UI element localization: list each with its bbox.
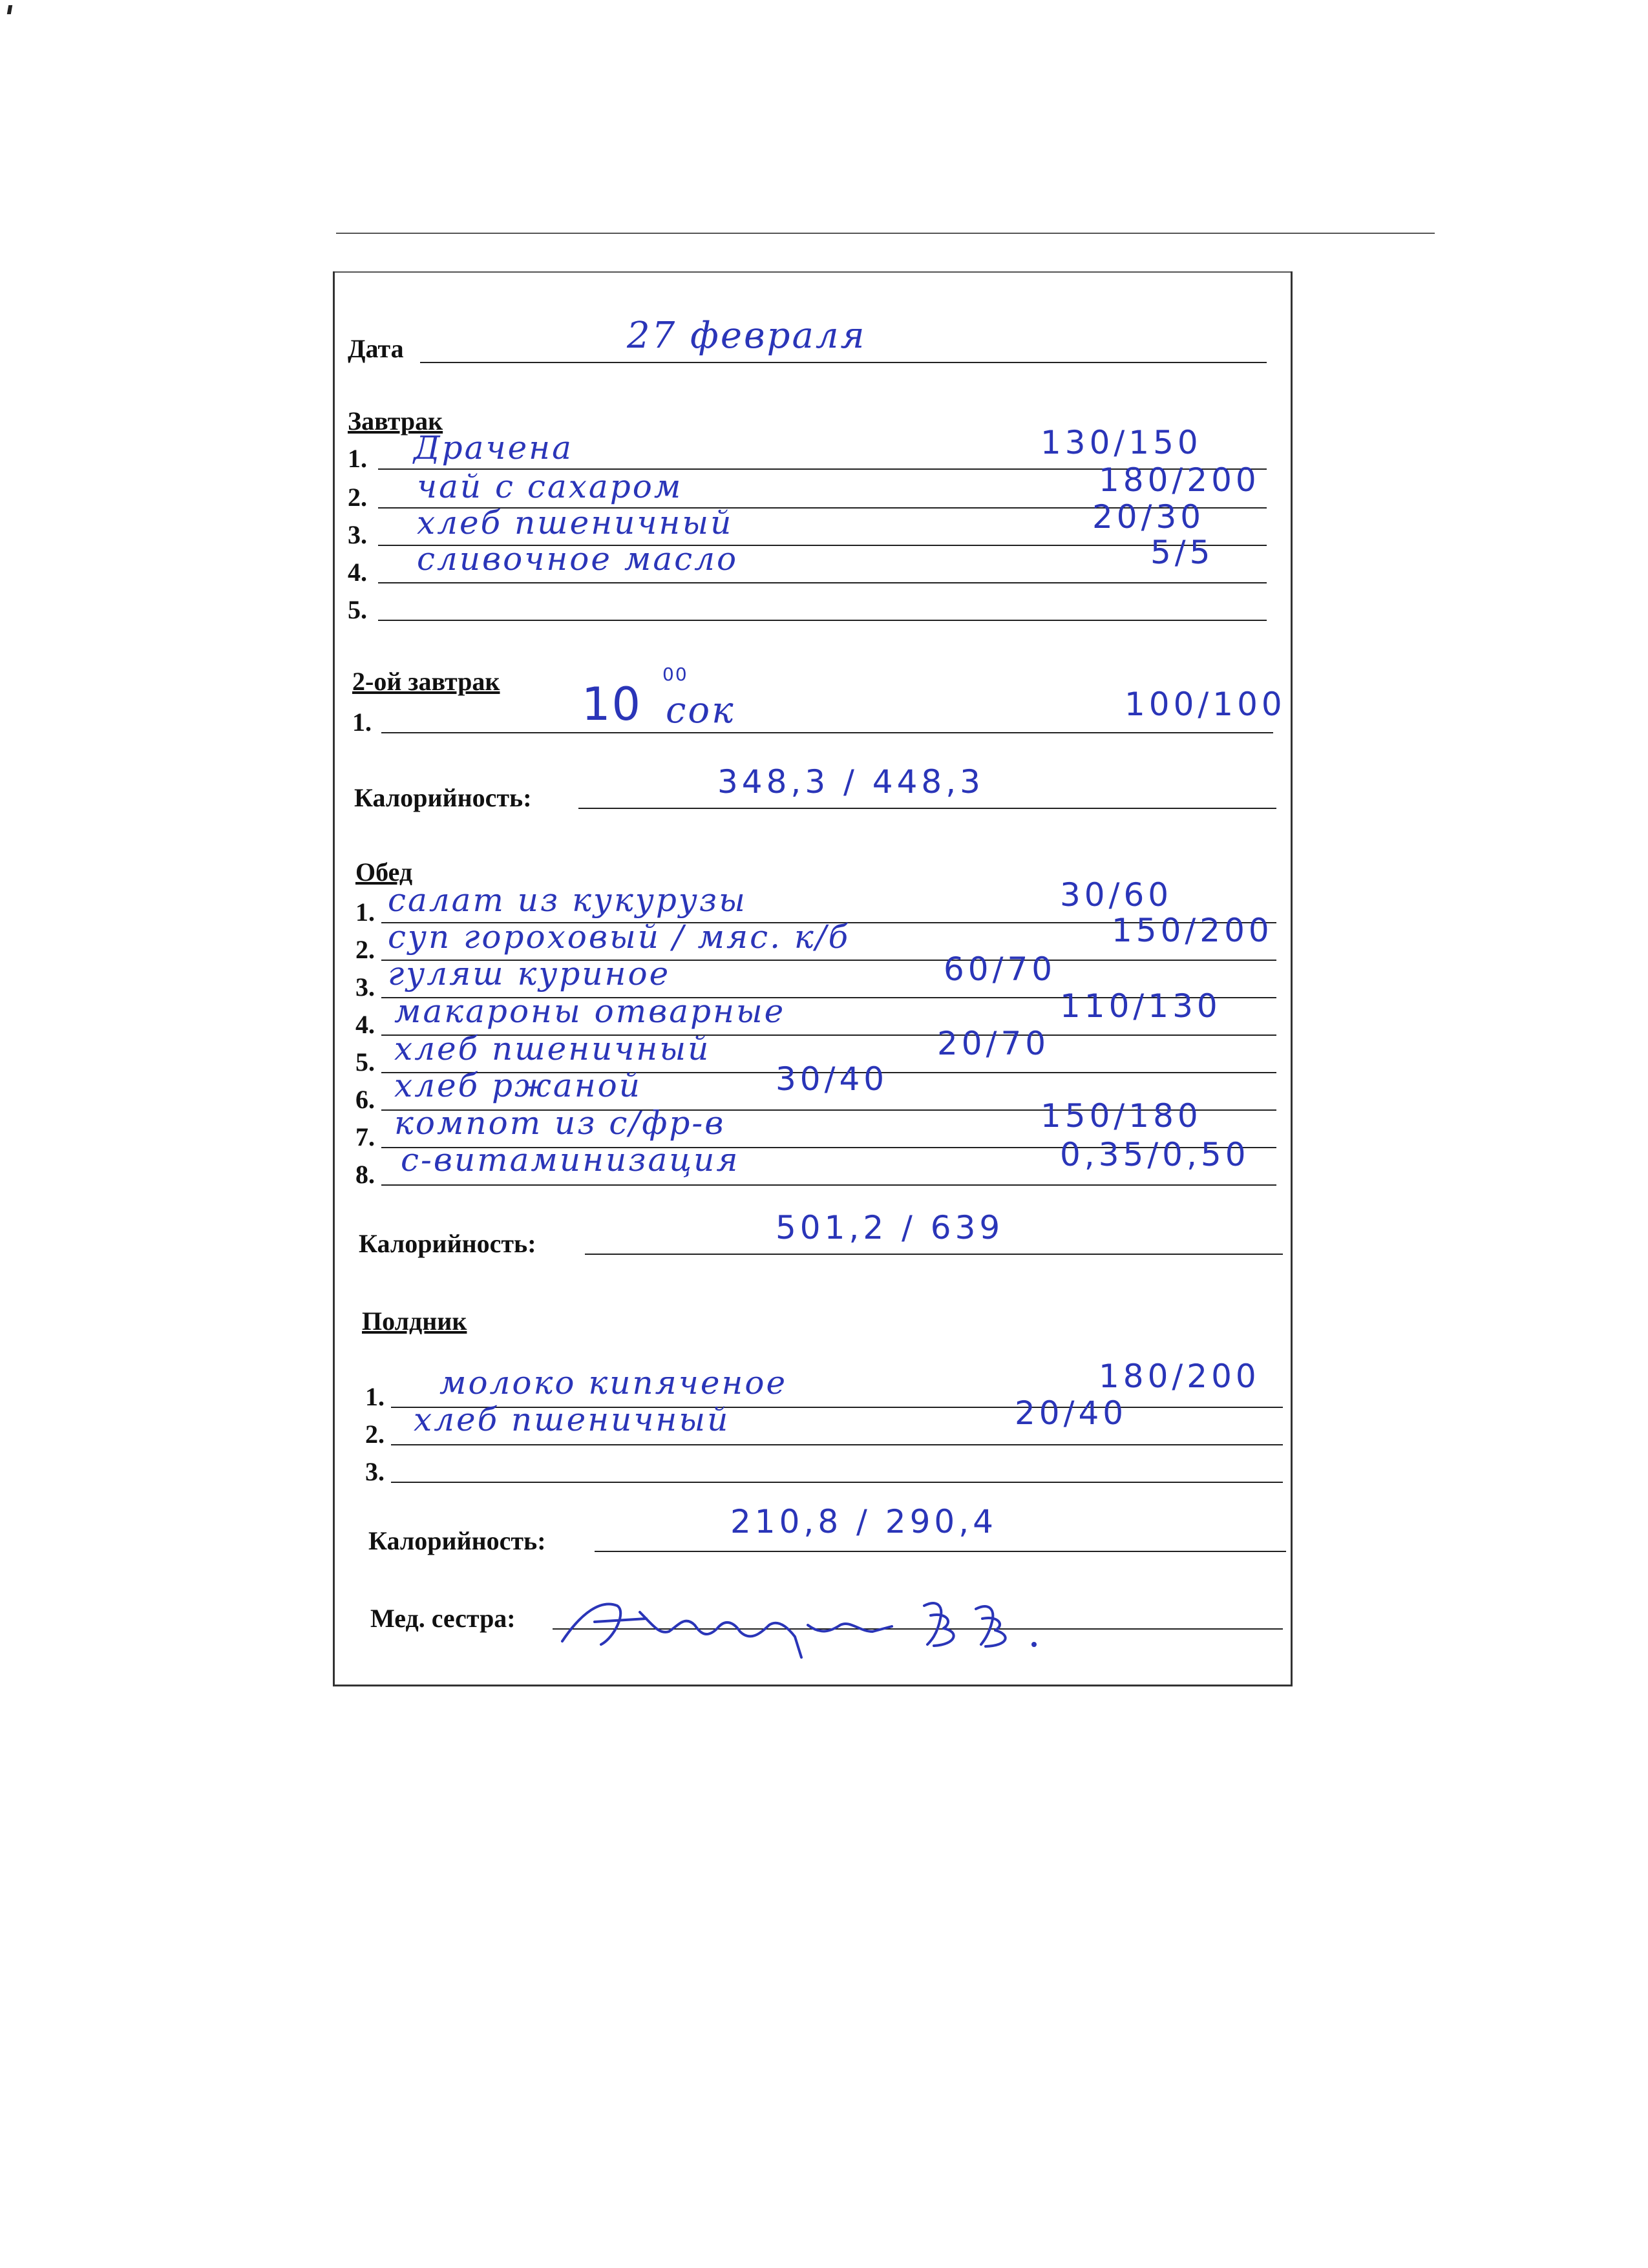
- lunch-header: Обед: [355, 857, 413, 887]
- breakfast-item-1-num: 1.: [348, 444, 367, 473]
- breakfast-item-2-name: чай с сахаром: [417, 468, 683, 505]
- lunch-item-6-portion: 30/40: [776, 1060, 889, 1098]
- lunch-item-4-name: макароны отварные: [394, 992, 786, 1030]
- lunch-item-8-portion: 0,35/0,50: [1060, 1136, 1250, 1173]
- nurse-label: Мед. сестра:: [370, 1604, 516, 1633]
- form-top-border: [335, 271, 1291, 273]
- lunch-item-2-name: суп гороховый / мяс. к/б: [388, 918, 850, 956]
- lunch-item-6-name: хлеб ржаной: [394, 1067, 642, 1104]
- snack-item-2-line: [391, 1444, 1283, 1445]
- lunch-item-5-name: хлеб пшеничный: [394, 1030, 711, 1067]
- breakfast-item-4-portion: 5/5: [1150, 534, 1214, 571]
- snack-item-1-num: 1.: [365, 1382, 385, 1411]
- snack-item-3-num: 3.: [365, 1457, 385, 1486]
- snack-calories-label: Калорийность:: [368, 1526, 546, 1555]
- second-breakfast-time-minutes: 00: [662, 664, 688, 685]
- second-breakfast-item-1-num: 1.: [352, 708, 372, 737]
- snack-item-2-portion: 20/40: [1015, 1394, 1128, 1432]
- lunch-item-6-num: 6.: [355, 1085, 375, 1114]
- date-line: [420, 362, 1267, 363]
- snack-item-2-num: 2.: [365, 1420, 385, 1449]
- lunch-item-2-num: 2.: [355, 935, 375, 964]
- lunch-calories-label: Калорийность:: [359, 1229, 536, 1258]
- lunch-item-4-num: 4.: [355, 1010, 375, 1039]
- lunch-item-7-num: 7.: [355, 1122, 375, 1151]
- lunch-item-8-line: [381, 1184, 1276, 1186]
- date-label: Дата: [348, 334, 404, 363]
- lunch-item-3-portion: 60/70: [944, 950, 1057, 988]
- second-breakfast-calories-label: Калорийность:: [354, 783, 532, 812]
- second-breakfast-calories: 348,3 / 448,3: [717, 763, 984, 801]
- snack-item-1-portion: 180/200: [1099, 1358, 1260, 1395]
- lunch-item-7-portion: 150/180: [1041, 1097, 1202, 1135]
- breakfast-item-1-name: Драчена: [414, 429, 573, 467]
- breakfast-item-2-portion: 180/200: [1099, 461, 1260, 499]
- lunch-item-7-name: компот из с/фр-в: [394, 1104, 726, 1142]
- second-breakfast-time: 10: [582, 678, 642, 731]
- second-breakfast-header: 2-ой завтрак: [352, 667, 500, 696]
- lunch-calories: 501,2 / 639: [776, 1209, 1004, 1246]
- lunch-item-4-portion: 110/130: [1060, 987, 1221, 1025]
- second-breakfast-item-1-name: сок: [666, 689, 735, 731]
- snack-calories-line: [595, 1551, 1286, 1552]
- breakfast-item-3-num: 3.: [348, 520, 367, 549]
- breakfast-item-4-line: [378, 582, 1267, 583]
- snack-item-3-line: [391, 1482, 1283, 1483]
- snack-item-2-name: хлеб пшеничный: [414, 1401, 730, 1438]
- lunch-item-5-portion: 20/70: [937, 1025, 1050, 1062]
- lunch-item-8-num: 8.: [355, 1160, 375, 1189]
- page-top-rule: [336, 233, 1435, 234]
- snack-item-1-name: молоко кипяченое: [439, 1364, 788, 1402]
- lunch-item-2-portion: 150/200: [1112, 912, 1273, 949]
- date-value: 27 февраля: [627, 315, 867, 357]
- breakfast-header: Завтрак: [348, 406, 443, 436]
- second-breakfast-item-1-line: [381, 732, 1273, 733]
- lunch-item-3-num: 3.: [355, 972, 375, 1002]
- lunch-item-5-num: 5.: [355, 1047, 375, 1076]
- second-breakfast-item-1-portion: 100/100: [1125, 686, 1286, 723]
- lunch-item-8-name: с-витаминизация: [401, 1141, 740, 1179]
- scan-mark: [7, 5, 12, 14]
- lunch-item-1-name: салат из кукурузы: [388, 881, 747, 919]
- snack-header: Полдник: [362, 1307, 467, 1336]
- lunch-item-1-portion: 30/60: [1060, 876, 1173, 914]
- breakfast-item-2-num: 2.: [348, 483, 367, 512]
- nurse-signature: [556, 1586, 1047, 1664]
- breakfast-item-1-portion: 130/150: [1041, 424, 1202, 461]
- second-breakfast-calories-line: [578, 808, 1276, 809]
- breakfast-item-4-num: 4.: [348, 558, 367, 587]
- breakfast-item-5-line: [378, 620, 1267, 621]
- breakfast-item-3-portion: 20/30: [1092, 498, 1205, 536]
- lunch-calories-line: [585, 1254, 1283, 1255]
- breakfast-item-5-num: 5.: [348, 595, 367, 624]
- breakfast-item-3-name: хлеб пшеничный: [417, 504, 734, 541]
- lunch-item-3-name: гуляш куриное: [388, 955, 671, 992]
- lunch-item-1-num: 1.: [355, 898, 375, 927]
- snack-calories: 210,8 / 290,4: [730, 1503, 997, 1540]
- breakfast-item-4-name: сливочное масло: [417, 540, 739, 578]
